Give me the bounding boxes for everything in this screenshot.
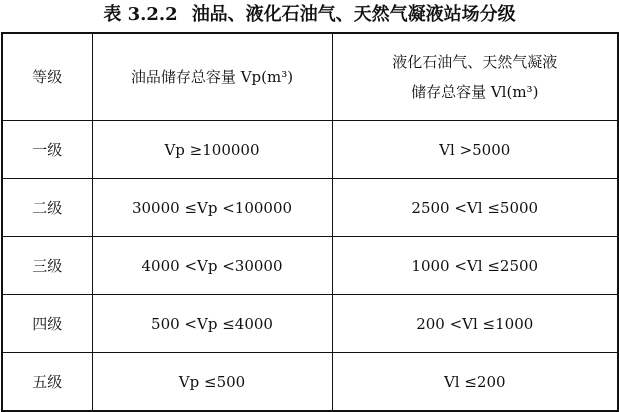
- table-row: [2, 121, 618, 179]
- header-row: [2, 33, 618, 121]
- table-row: [2, 295, 618, 353]
- oil-capacity-cell: Vp ≤500: [92, 353, 332, 412]
- grade-cell: 二级: [2, 179, 92, 237]
- lpg-capacity-cell: Vl >5000: [332, 121, 618, 179]
- table-caption: [0, 0, 619, 32]
- oil-capacity-cell: 4000 <Vp <30000: [92, 237, 332, 295]
- grade-cell: 三级: [2, 237, 92, 295]
- grade-cell: 四级: [2, 295, 92, 353]
- grade-cell: 一级: [2, 121, 92, 179]
- lpg-capacity-cell: Vl ≤200: [332, 353, 618, 412]
- table-header: [2, 33, 618, 121]
- header-lpg-capacity-line1: 液化石油气、天然气凝液: [392, 53, 558, 71]
- header-oil-capacity: 油品储存总容量 Vp(m³): [92, 33, 332, 121]
- lpg-capacity-cell: 2500 <Vl ≤5000: [332, 179, 618, 237]
- station-grade-table: [1, 32, 619, 412]
- table-title: 油品、液化石油气、天然气凝液站场分级: [191, 4, 516, 25]
- oil-capacity-cell: Vp ≥100000: [92, 121, 332, 179]
- table-row: [2, 179, 618, 237]
- oil-capacity-cell: 30000 ≤Vp <100000: [92, 179, 332, 237]
- table-row: [2, 237, 618, 295]
- table-row: [2, 353, 618, 412]
- header-lpg-capacity: [332, 33, 618, 121]
- header-grade: 等级: [2, 33, 92, 121]
- grade-cell: 五级: [2, 353, 92, 412]
- header-lpg-capacity-line2: 储存总容量 Vl(m³): [411, 83, 539, 101]
- lpg-capacity-cell: 200 <Vl ≤1000: [332, 295, 618, 353]
- oil-capacity-cell: 500 <Vp ≤4000: [92, 295, 332, 353]
- lpg-capacity-cell: 1000 <Vl ≤2500: [332, 237, 618, 295]
- table-number: 表 3.2.2: [103, 4, 178, 25]
- table-body: [2, 121, 618, 412]
